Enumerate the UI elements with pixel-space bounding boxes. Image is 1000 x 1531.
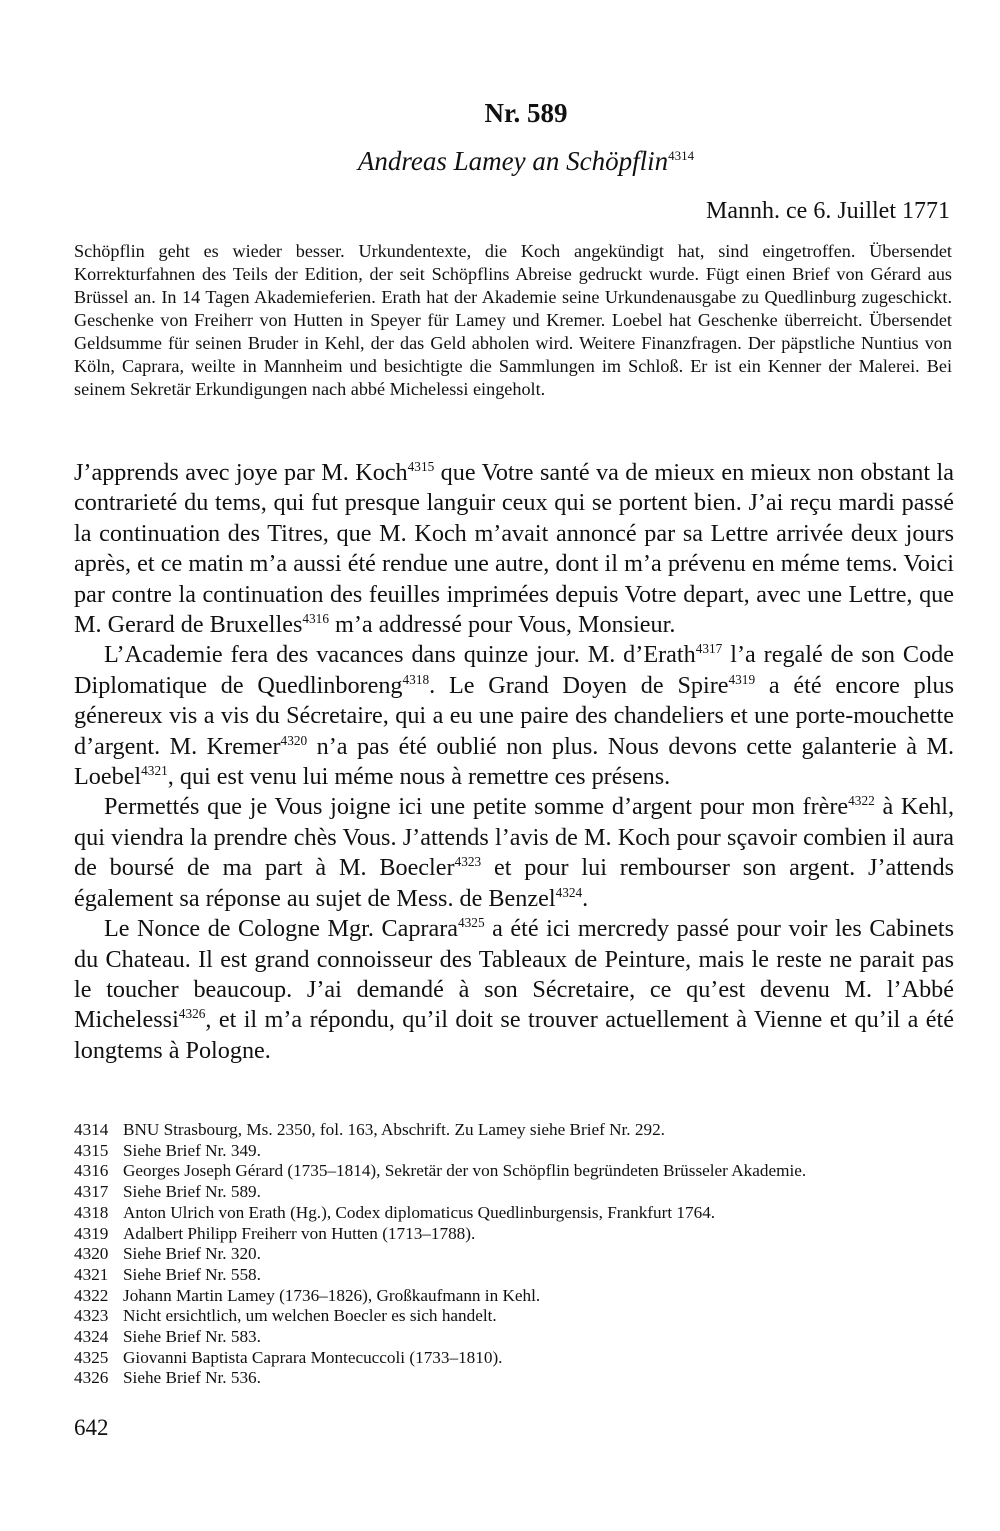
footnote-number: 4326	[74, 1368, 109, 1388]
body-text: J’apprends avec joye par M. Koch	[74, 459, 408, 486]
place-date: Mannh. ce 6. Juillet 1771	[706, 198, 950, 224]
footnote	[74, 1286, 964, 1307]
footnote-number: 4314	[74, 1120, 109, 1139]
footnote-number: 4320	[74, 1244, 109, 1264]
footnote	[74, 1120, 964, 1141]
footnote	[74, 1203, 964, 1224]
footnote-text: Siehe Brief Nr. 349.	[123, 1140, 261, 1160]
footnote-number: 4325	[74, 1347, 109, 1367]
footnote-text: Nicht ersichtlich, um welchen Boecler es sich handelt.	[123, 1306, 497, 1326]
footnote-text: Siehe Brief Nr. 320.	[123, 1244, 261, 1264]
footnote-text: Siehe Brief Nr. 536.	[123, 1368, 261, 1388]
footnote-text: Siehe Brief Nr. 583.	[123, 1327, 261, 1347]
body-text: a été encore plus génereux vis a vis du Sécretaire, qui a eu une paire des chandeliers et une porte-mouchette d’argent. M. Kremer	[74, 671, 954, 760]
footnote	[74, 1368, 964, 1389]
footnote-text: Siehe Brief Nr. 558.	[123, 1264, 261, 1284]
footnote	[74, 1182, 964, 1203]
footnote	[74, 1141, 964, 1162]
footnotes	[74, 1120, 964, 1389]
footnote-text: Anton Ulrich von Erath (Hg.), Codex diplomaticus Quedlinburgensis, Frankfurt 1764.	[123, 1202, 716, 1222]
body-text: l’a regalé de son Code Diplomatique de Quedlinboreng	[74, 641, 954, 699]
body-paragraph	[74, 458, 954, 640]
body-paragraph	[74, 640, 954, 792]
page-number: 642	[74, 1415, 109, 1440]
footnote-text: BNU Strasbourg, Ms. 2350, fol. 163, Abschrift. Zu Lamey siehe Brief Nr. 292.	[123, 1120, 665, 1139]
footnote-number: 4322	[74, 1285, 109, 1305]
footnote-ref[interactable]: 4324	[555, 884, 583, 900]
footnote-ref[interactable]: 4322	[848, 793, 875, 809]
body-text: à Kehl, qui viendra la prendre chès Vous. J’attends l’avis de M. Koch pour sçavoir combien il aura de boursé de ma part à M. Boecler	[74, 793, 954, 882]
footnote-text: Siehe Brief Nr. 589.	[123, 1182, 261, 1202]
footnote	[74, 1327, 964, 1348]
body-text: Le Nonce de Cologne Mgr. Caprara	[104, 915, 458, 943]
footnote-number: 4319	[74, 1223, 109, 1243]
footnote	[74, 1348, 964, 1369]
footnote-ref[interactable]: 4317	[695, 641, 723, 657]
body-text: m’a addressé pour Vous, Monsieur.	[328, 611, 676, 639]
body-text: a été ici mercredy passé pour voir les Cabinets du Chateau. Il est grand connoisseur des Tableaux de Peinture, mais le reste ne parait pas le toucher beaucoup. J’ai demandé à son Sécretaire, ce qu’est devenu M. l’Abbé Michelessi	[74, 915, 954, 1034]
footnote-text: Johann Martin Lamey (1736–1826), Großkaufmann in Kehl.	[123, 1285, 541, 1305]
footnote-number: 4315	[74, 1140, 109, 1160]
footnote	[74, 1161, 964, 1182]
letter-number: Nr. 589	[484, 98, 568, 128]
body-text: L’Academie fera des vacances dans quinze jour. M. d’Erath	[104, 641, 696, 669]
body-text: n’a pas été oublié non plus. Nous devons cette galanterie à M. Loebel	[74, 732, 955, 791]
body-text: , et il m’a répondu, qu’il doit se trouver actuellement à Vienne et qu’il a été longtems à Pologne.	[74, 1006, 954, 1064]
footnote-ref[interactable]: 4321	[141, 763, 168, 778]
footnote-ref[interactable]: 4319	[728, 671, 756, 687]
footnote-ref[interactable]: 4325	[458, 915, 485, 931]
footnote-number: 4321	[74, 1264, 109, 1284]
footnote-text: Georges Joseph Gérard (1735–1814), Sekretär der von Schöpflin begründeten Brüsseler Akademie.	[123, 1161, 807, 1181]
body-text: Permettés que je Vous joigne ici une petite somme d’argent pour mon frère	[104, 793, 849, 821]
footnote-number: 4316	[74, 1161, 109, 1181]
footnote-text: Giovanni Baptista Caprara Montecuccoli (1733–1810).	[123, 1347, 503, 1367]
footnote	[74, 1306, 964, 1327]
footnote	[74, 1224, 964, 1245]
footnote-ref[interactable]: 4315	[407, 458, 435, 474]
footnote-number: 4324	[74, 1327, 109, 1347]
footnote-ref[interactable]: 4323	[454, 854, 482, 870]
footnote-number: 4323	[74, 1306, 109, 1326]
footnote-ref[interactable]: 4314	[668, 148, 695, 163]
body-text: . Le Grand Doyen de Spire	[429, 671, 729, 699]
letter-summary: Schöpflin geht es wieder besser. Urkundentexte, die Koch angekündigt hat, sind eingetroffen. Übersendet Korrekturfahnen des Teils der Edition, der seit Schöpflins Abreise gedruckt wurde. Fügt einen Brief von Gérard aus Brüssel an. In 14 Tagen Akademieferien. Erath hat der Akademie seine Urkundenausgabe zu Quedlinburg zugeschickt. Geschenke von Freiherr von Hutten in Speyer für Lamey und Kremer. Loebel hat Geschenke überreicht. Übersendet Geldsumme für seinen Bruder in Kehl, der das Geld abholen wird. Weitere Finanzfragen. Der päpstliche Nuntius von Köln, Caprara, weilte in Mannheim und besichtigte die Sammlungen im Schloß. Er ist ein Kenner der Malerei. Bei seinem Sekretär Erkundigungen nach abbé Michelessi eingeholt.	[74, 241, 952, 399]
footnote-number: 4317	[74, 1182, 109, 1202]
letter-body	[74, 458, 954, 1066]
footnote	[74, 1244, 964, 1265]
footnote	[74, 1265, 964, 1286]
footnote-ref[interactable]: 4318	[402, 671, 430, 687]
body-text: , qui est venu lui méme nous à remettre ces présens.	[167, 763, 671, 791]
letter-title: Andreas Lamey an Schöpflin	[357, 146, 669, 176]
body-paragraph	[74, 914, 954, 1066]
letter-heading	[0, 146, 1000, 177]
body-text: que Votre santé va de mieux en mieux non obstant la contrarieté du tems, qui fut presque languir ceux qui se portent bien. J’ai reçu mardi passé la continuation des Titres, que M. Koch m’avait annoncé par sa Lettre arrivée deux jours après, et ce matin m’a aussi été rendue une autre, dont il m’a prévenu en méme tems. Voici par contre la continuation des feuilles imprimées depuis Votre depart, avec une Lettre, que M. Gerard de Bruxelles	[74, 459, 954, 639]
footnote-text: Adalbert Philipp Freiherr von Hutten (1713–1788).	[123, 1223, 476, 1243]
body-paragraph	[74, 792, 954, 914]
footnote-ref[interactable]: 4326	[178, 1006, 206, 1022]
footnote-ref[interactable]: 4320	[280, 732, 308, 748]
footnote-ref[interactable]: 4316	[302, 610, 329, 626]
body-text: .	[582, 884, 589, 912]
body-text: et pour lui rembourser son argent. J’attends également sa réponse au sujet de Mess. de Benzel	[74, 854, 955, 912]
footnote-number: 4318	[74, 1202, 109, 1222]
